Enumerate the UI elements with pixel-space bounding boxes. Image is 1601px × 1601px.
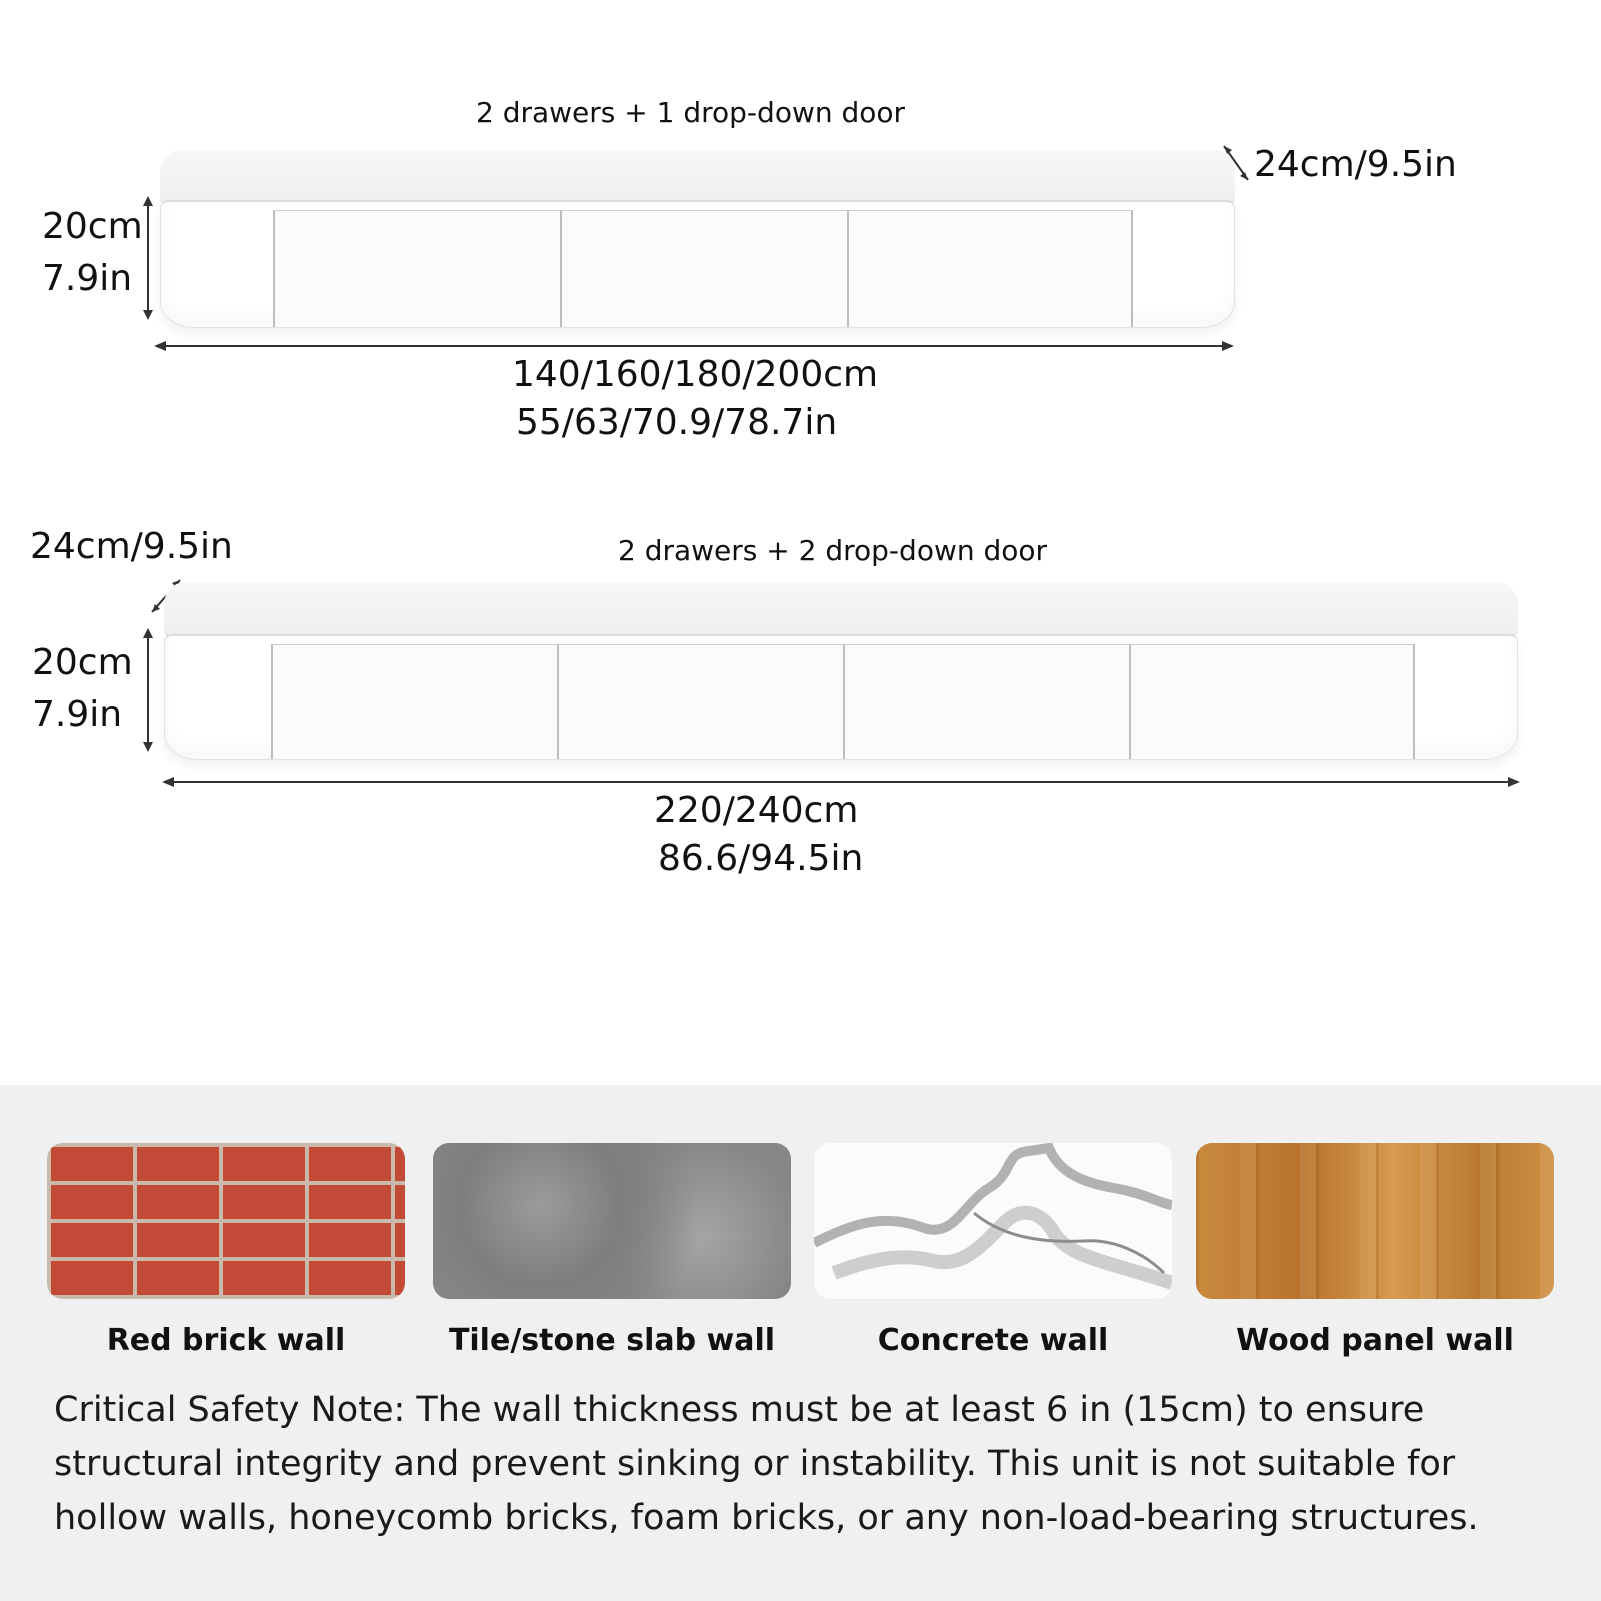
top-height-in: 7.9in — [42, 258, 133, 299]
top-cabinet — [160, 150, 1235, 330]
wood-panel-wall-image — [1196, 1143, 1554, 1299]
top-width-cm: 140/160/180/200cm — [512, 354, 879, 395]
bottom-cabinet — [164, 582, 1518, 762]
bottom-height-cm: 20cm — [32, 642, 133, 683]
top-width-in: 55/63/70.9/78.7in — [516, 402, 838, 443]
top-drawer-1 — [273, 210, 560, 327]
bottom-drawer-1 — [271, 644, 557, 759]
bottom-drawer-3 — [843, 644, 1129, 759]
bottom-depth-label: 24cm/9.5in — [30, 526, 233, 567]
wall-label-red-brick: Red brick wall — [106, 1323, 346, 1358]
concrete-wall-image — [814, 1143, 1172, 1299]
top-drawer-2 — [560, 210, 847, 327]
bottom-cabinet-body — [164, 634, 1518, 760]
top-depth-label: 24cm/9.5in — [1254, 144, 1457, 185]
top-height-cm: 20cm — [42, 206, 143, 247]
bottom-width-cm: 220/240cm — [654, 790, 859, 831]
bottom-cabinet-caption: 2 drawers + 2 drop-down door — [618, 534, 1048, 567]
red-brick-wall-image — [47, 1143, 405, 1299]
top-drawer-3 — [847, 210, 1133, 327]
top-cabinet-body — [160, 200, 1235, 328]
top-depth-arrow — [1218, 140, 1258, 188]
marble-vein-pattern — [814, 1143, 1172, 1299]
bottom-drawer-4 — [1129, 644, 1415, 759]
bottom-height-arrow — [138, 628, 158, 752]
wall-types-panel — [0, 1085, 1601, 1601]
bottom-drawer-2 — [557, 644, 843, 759]
top-cabinet-lid — [160, 150, 1235, 204]
bottom-cabinet-lid — [164, 582, 1518, 636]
stone-slab-wall-image — [433, 1143, 791, 1299]
bottom-height-in: 7.9in — [32, 694, 123, 735]
wall-label-wood: Wood panel wall — [1236, 1323, 1514, 1358]
wall-label-stone: Tile/stone slab wall — [448, 1323, 776, 1358]
top-cabinet-caption: 2 drawers + 1 drop-down door — [476, 96, 906, 129]
bottom-width-in: 86.6/94.5in — [658, 838, 864, 879]
wall-label-concrete: Concrete wall — [877, 1323, 1109, 1358]
safety-note: Critical Safety Note: The wall thickness must be at least 6 in (15cm) to ensure structural integrity and prevent sinking or instability. This unit is not suitable for hollow walls, honeycomb bricks, foam bricks, or any non-load-bearing structures. — [54, 1390, 1479, 1538]
